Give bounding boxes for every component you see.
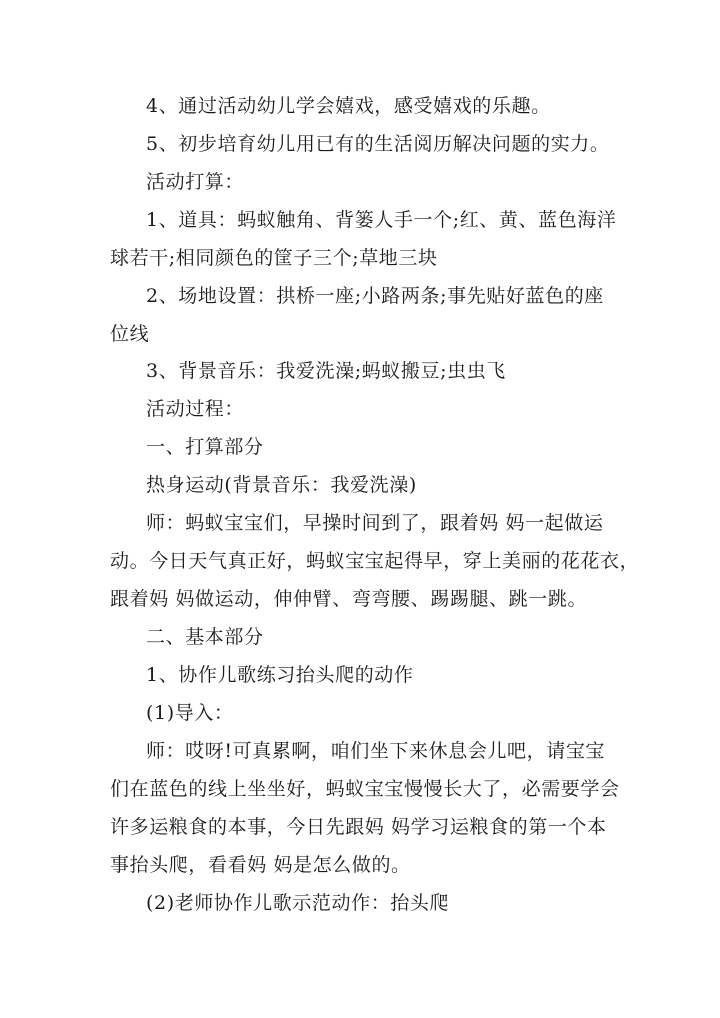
text-line: 师：哎呀!可真累啊，咱们坐下来休息会儿吧，请宝宝: [146, 740, 606, 762]
text-line: 位线: [110, 323, 150, 345]
text-line: 事抬头爬，看看妈 妈是怎么做的。: [110, 854, 411, 876]
text-line: 许多运粮食的本事，今日先跟妈 妈学习运粮食的第一个本: [110, 816, 607, 838]
text-line: 4、通过活动幼儿学会嬉戏，感受嬉戏的乐趣。: [146, 95, 551, 117]
text-line: (1)导入：: [146, 702, 234, 724]
section-heading: 一、打算部分: [146, 436, 264, 458]
text-line: 热身运动(背景音乐：我爱洗澡): [146, 474, 417, 496]
text-line: 们在蓝色的线上坐坐好，蚂蚁宝宝慢慢长大了，必需要学会: [110, 778, 620, 800]
text-line: 师：蚂蚁宝宝们，早操时间到了，跟着妈 妈一起做运: [146, 512, 604, 534]
text-line: 动。今日天气真正好，蚂蚁宝宝起得早，穿上美丽的花花衣，: [110, 550, 640, 572]
text-line: 跟着妈 妈做运动，伸伸臂、弯弯腰、踢踢腿、跳一跳。: [110, 588, 588, 610]
section-heading: 活动过程：: [146, 398, 245, 420]
text-line: (2)老师协作儿歌示范动作：抬头爬: [146, 892, 450, 914]
text-line: 球若干;相同颜色的筐子三个;草地三块: [110, 247, 438, 269]
text-line: 3、背景音乐：我爱洗澡;蚂蚁搬豆;虫虫飞: [146, 360, 506, 382]
section-heading: 活动打算：: [146, 171, 245, 193]
section-heading: 二、基本部分: [146, 626, 264, 648]
text-line: 2、场地设置：拱桥一座;小路两条;事先贴好蓝色的座: [146, 285, 604, 307]
text-line: 1、道具：蚂蚁触角、背篓人手一个;红、黄、蓝色海洋: [146, 209, 617, 231]
text-line: 5、初步培育幼儿用已有的生活阅历解决问题的实力。: [146, 133, 610, 155]
text-line: 1、协作儿歌练习抬头爬的动作: [146, 664, 414, 686]
